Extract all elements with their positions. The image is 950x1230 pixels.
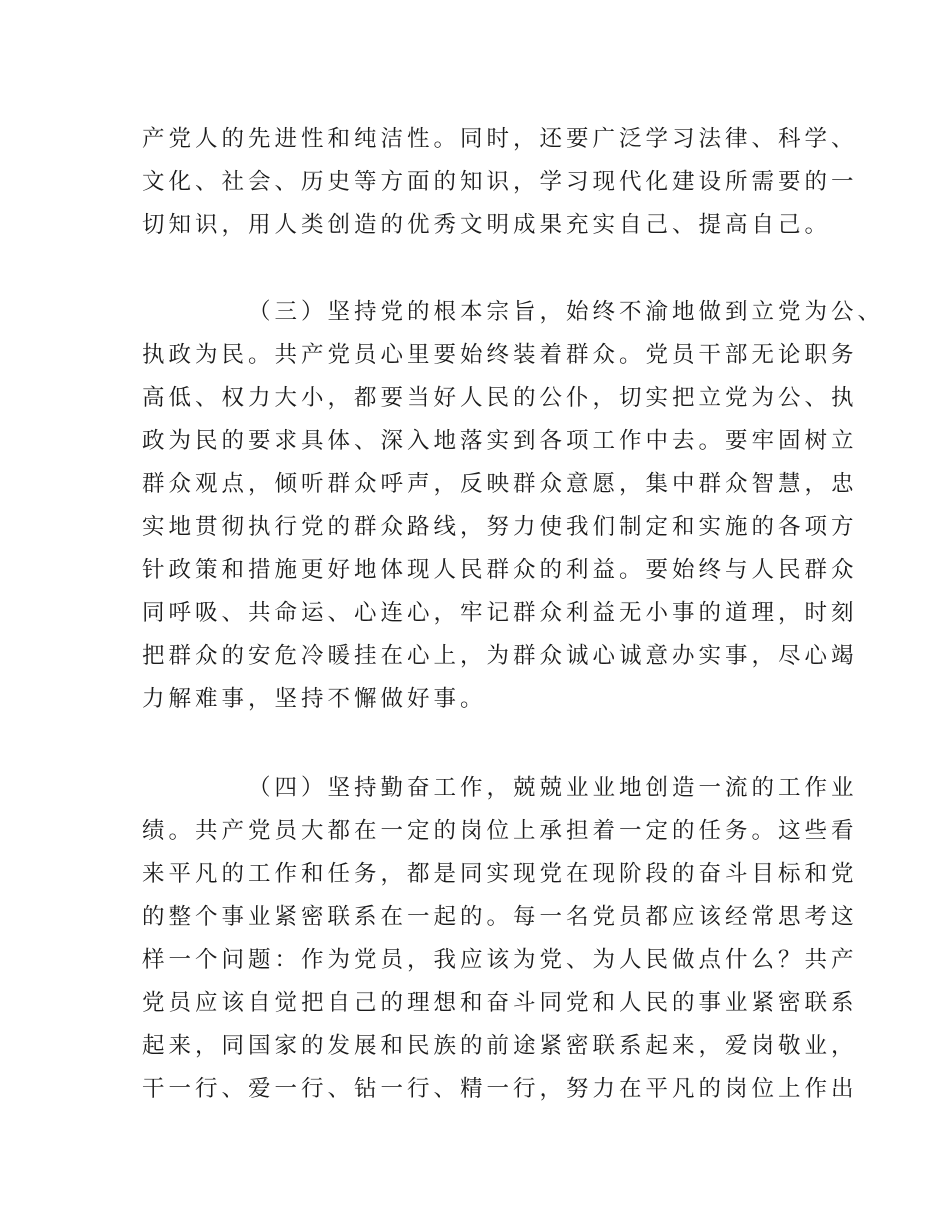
text-line: 力解难事，坚持不懈做好事。 bbox=[142, 686, 487, 712]
text-line: 文化、社会、历史等方面的知识，学习现代化建设所需要的一 bbox=[142, 169, 858, 195]
text-line: 产党人的先进性和纯洁性。同时，还要广泛学习法律、科学、 bbox=[142, 126, 858, 152]
text-line: 来平凡的工作和任务，都是同实现党在现阶段的奋斗目标和党 bbox=[142, 861, 858, 887]
text-line: 起来，同国家的发展和民族的前途紧密联系起来，爱岗敬业， bbox=[142, 1033, 858, 1059]
text-line: 绩。共产党员大都在一定的岗位上承担着一定的任务。这些看 bbox=[142, 818, 858, 844]
text-line: 的整个事业紧密联系在一起的。每一名党员都应该经常思考这 bbox=[142, 904, 858, 930]
text-line: 针政策和措施更好地体现人民群众的利益。要始终与人民群众 bbox=[142, 557, 858, 583]
text-line: 把群众的安危冷暖挂在心上，为群众诚心诚意办实事，尽心竭 bbox=[142, 643, 858, 669]
text-line: 同呼吸、共命运、心连心，牢记群众利益无小事的道理，时刻 bbox=[142, 600, 858, 626]
section-heading-line: （三）坚持党的根本宗旨，始终不渝地做到立党为公、 bbox=[248, 299, 885, 325]
text-line: 样一个问题：作为党员，我应该为党、为人民做点什么？共产 bbox=[142, 947, 858, 973]
paragraph-section-4 bbox=[142, 767, 858, 1111]
text-line: 高低、权力大小，都要当好人民的公仆，切实把立党为公、执 bbox=[142, 385, 858, 411]
text-line: 党员应该自觉把自己的理想和奋斗同党和人民的事业紧密联系 bbox=[142, 990, 858, 1016]
text-line: 干一行、爱一行、钻一行、精一行，努力在平凡的岗位上作出 bbox=[142, 1076, 858, 1102]
text-line: 实地贯彻执行党的群众路线，努力使我们制定和实施的各项方 bbox=[142, 514, 858, 540]
text-line: 政为民的要求具体、深入地落实到各项工作中去。要牢固树立 bbox=[142, 428, 858, 454]
section-heading-line: （四）坚持勤奋工作，兢兢业业地创造一流的工作业 bbox=[248, 775, 858, 801]
paragraph-section-3 bbox=[142, 291, 885, 721]
paragraph-continuation bbox=[142, 118, 858, 247]
text-line: 切知识，用人类创造的优秀文明成果充实自己、提高自己。 bbox=[142, 212, 832, 238]
text-line: 群众观点，倾听群众呼声，反映群众意愿，集中群众智慧，忠 bbox=[142, 471, 858, 497]
text-line: 执政为民。共产党员心里要始终装着群众。党员干部无论职务 bbox=[142, 342, 858, 368]
